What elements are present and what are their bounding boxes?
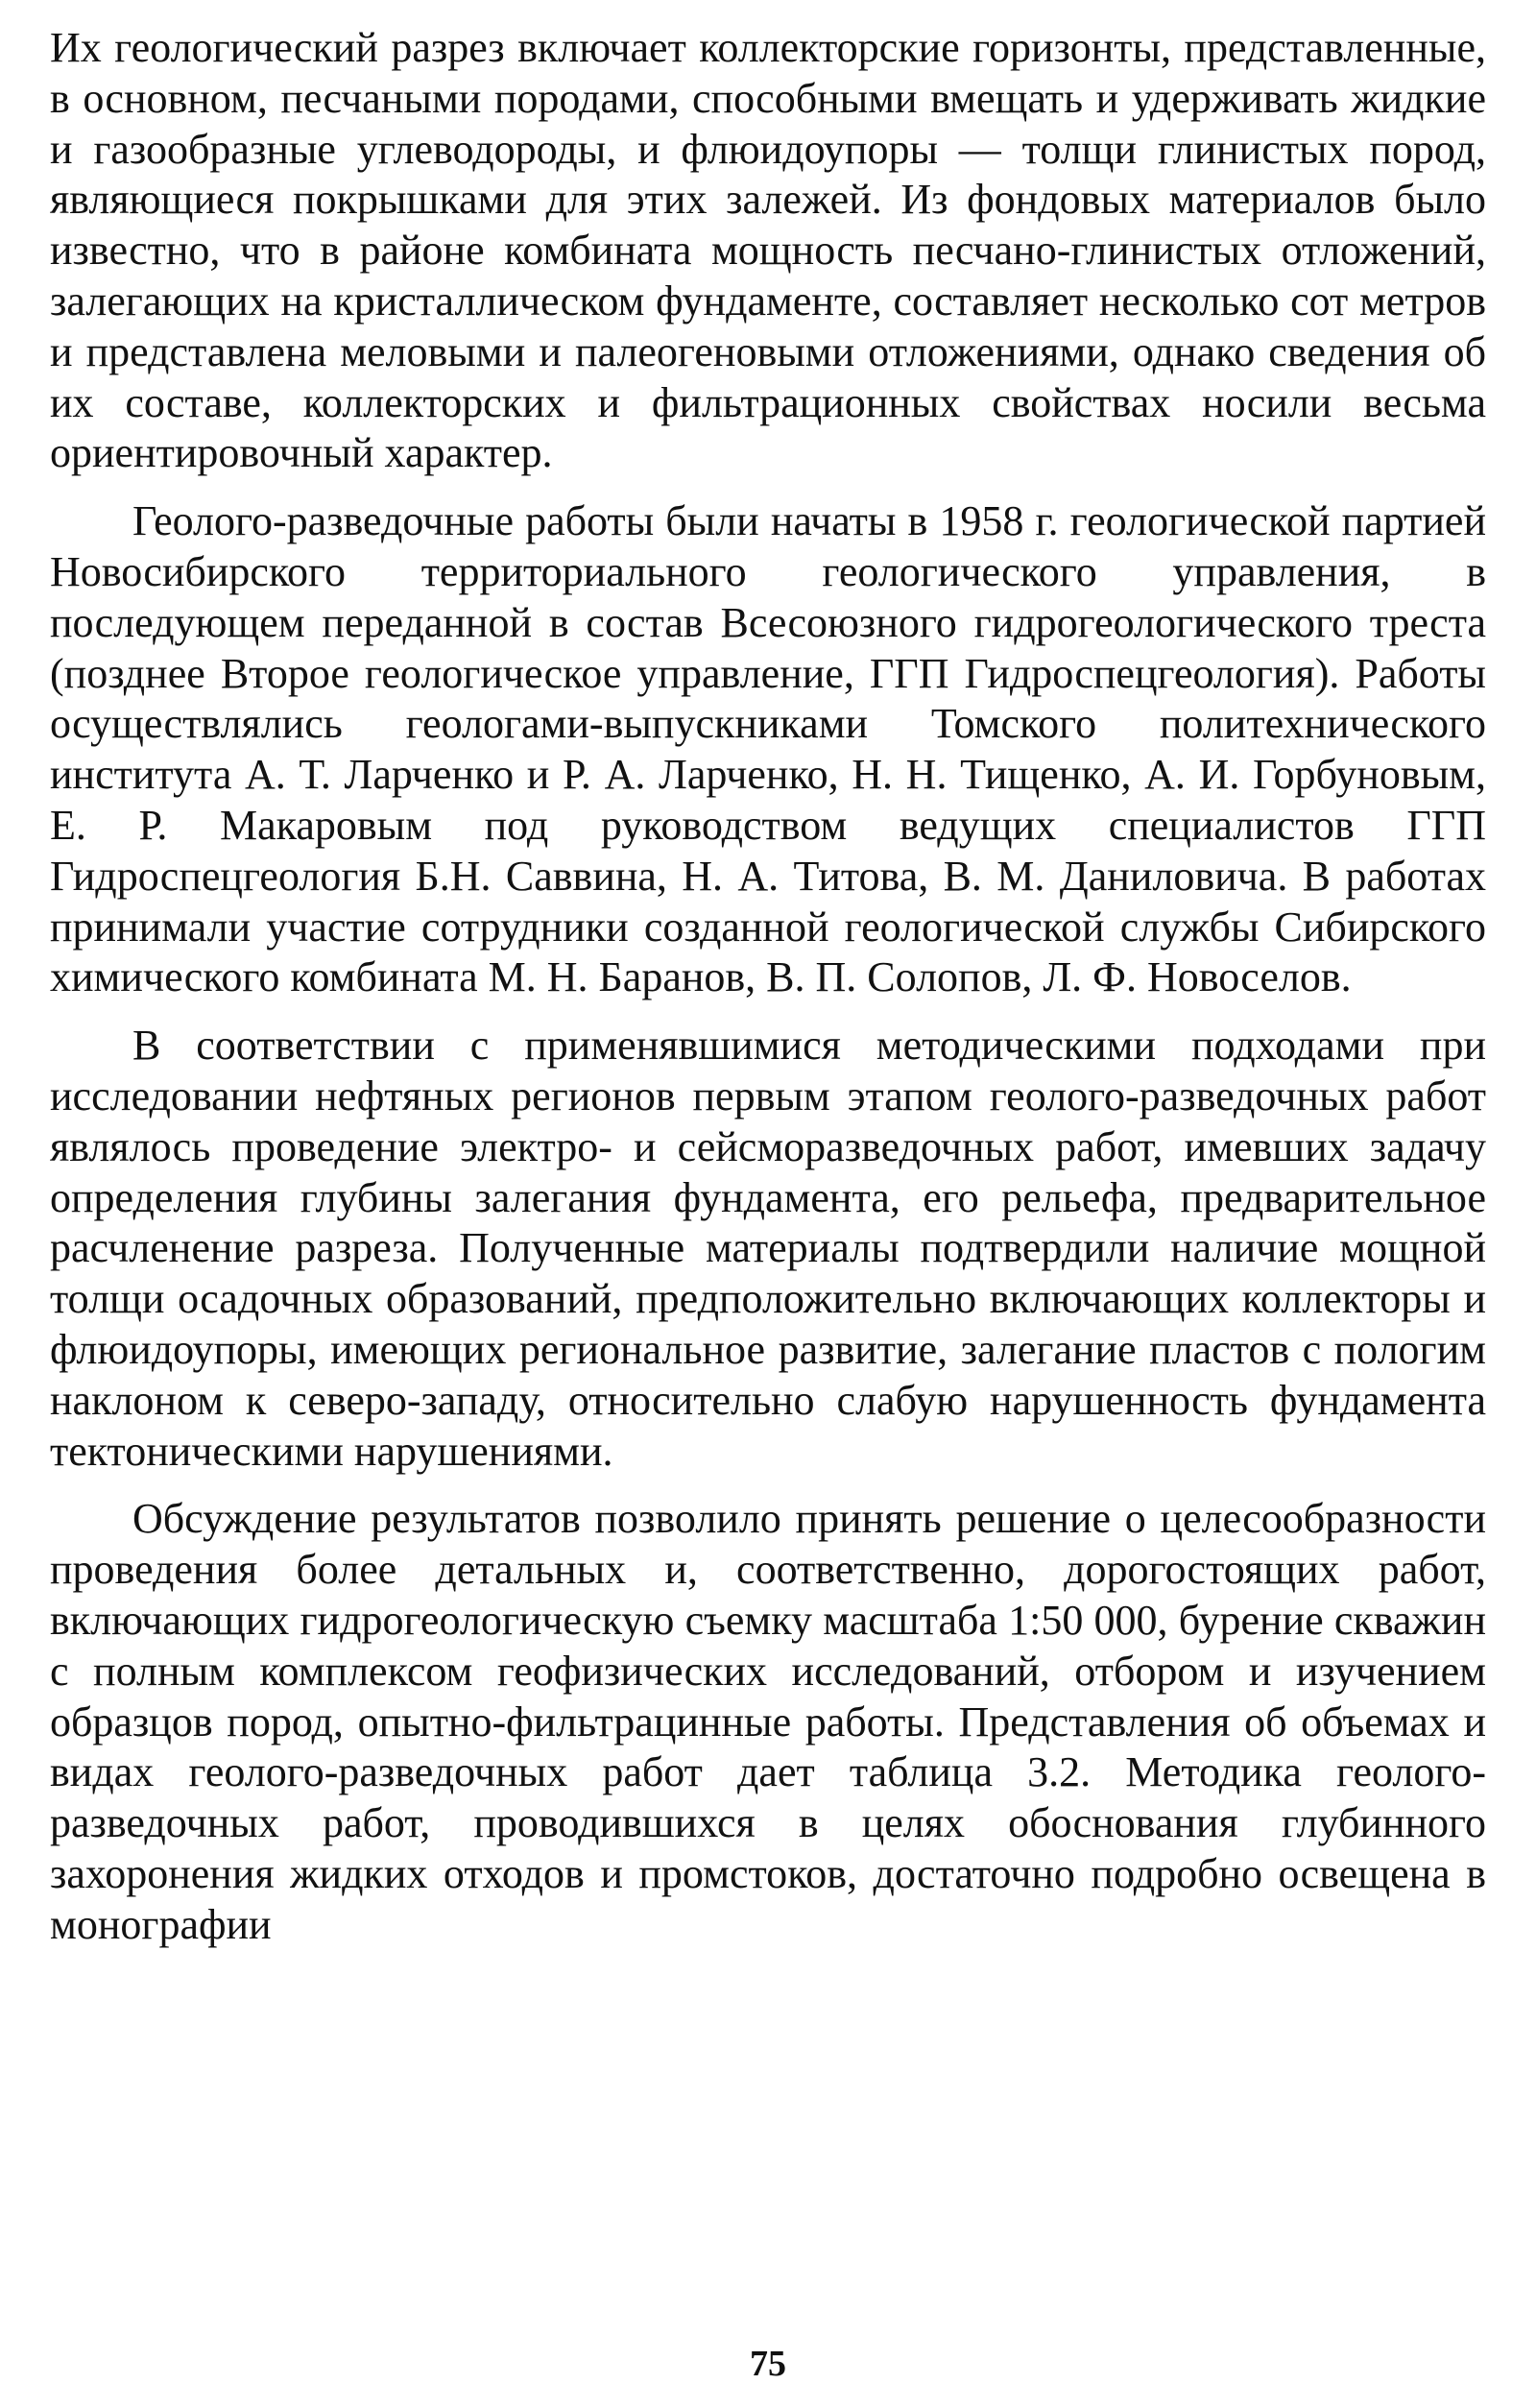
paragraph-2: Геолого-разведочные работы были начаты в 1958 г. геологической партией Новосибирского территориального геологического управления, в последующем переданной в состав Всесоюзного гидрогеологического треста (позднее Второе геологическое управление, ГГП Гидроспецгеология). Работы осуществлялись геологами-выпускниками Томского политехнического института А. Т. Ларченко и Р. А. Ларченко, Н. Н. Тищенко, А. И. Горбуновым, Е. Р. Макаровым под руководством ведущих специалистов ГГП Гидроспецгеология Б.Н. Саввина, Н. А. Титова, В. М. Даниловича. В работах принимали участие сотрудники созданной геологической службы Сибирского химического комбината М. Н. Баранов, В. П. Солопов, Л. Ф. Новоселов. — [50, 497, 1486, 1001]
paragraph-1: Их геологический разрез включает коллекторские горизонты, представленные, в основном, песчаными породами, способными вмещать и удерживать жидкие и газообразные углеводороды, и флюидоупоры — толщи глинистых пород, являющиеся покрышками для этих залежей. Из фондовых материалов было известно, что в районе комбината мощность песчано-глинистых отложений, залегающих на кристаллическом фундаменте, составляет несколько сот метров и представлена меловыми и палеогеновыми отложениями, однако сведения об их составе, коллекторских и фильтрационных свойствах носили весьма ориентировочный характер. — [50, 24, 1486, 477]
paragraph-4: Обсуждение результатов позволило принять решение о целесообразности проведения более детальных и, соответственно, дорогостоящих работ, включающих гидрогеологическую съемку масштаба 1:50 000, бурение скважин с полным комплексом геофизических исследований, отбором и изучением образцов пород, опытно-фильтрацинные работы. Представления об объемах и видах геолого-разведочных работ дает таблица 3.2. Методика геолого-разведочных работ, проводившихся в целях обоснования глубинного захоронения жидких отходов и промстоков, достаточно подробно освещена в монографии — [50, 1495, 1486, 1948]
page-number: 75 — [750, 2344, 786, 2384]
paragraph-3: В соответствии с применявшимися методическими подходами при исследовании нефтяных регионов первым этапом геолого-разведочных работ являлось проведение электро- и сейсморазведочных работ, имевших задачу определения глубины залегания фундамента, его рельефа, предварительное расчленение разреза. Полученные материалы подтвердили наличие мощной толщи осадочных образований, предположительно включающих коллекторы и флюидоупоры, имеющих региональное развитие, залегание пластов с пологим наклоном к северо-западу, относительно слабую нарушенность фундамента тектоническими нарушениями. — [50, 1022, 1486, 1475]
page-body — [50, 23, 1486, 1967]
